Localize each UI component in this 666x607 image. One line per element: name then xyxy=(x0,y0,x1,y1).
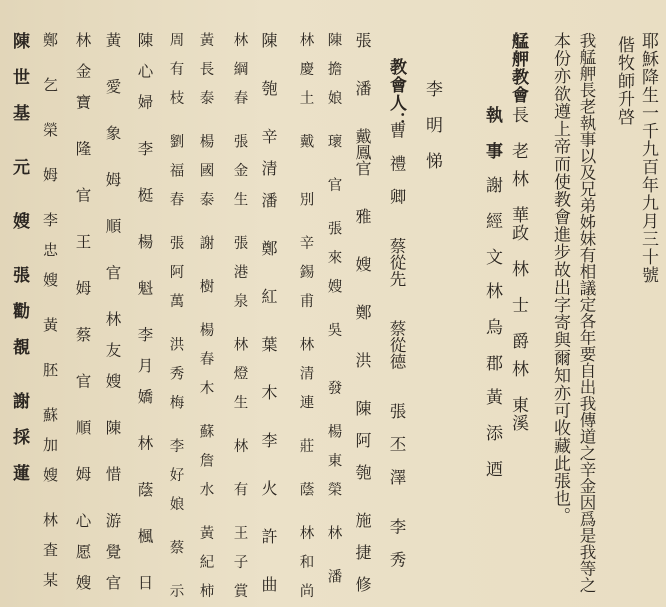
members-column: 林 金 寶 隆 官 王 姆 蔡 官 順 姆 心 愿 嫂 xyxy=(73,32,92,590)
extra-name: 李 明 悌 xyxy=(422,80,442,170)
members-label: 教會人： xyxy=(386,58,406,130)
deacon-name: 謝 經 文 xyxy=(482,176,502,266)
members-column: 林 慶 土 戴 別 辛 錫 甫 林 清 連 莊 蔭 林 和 尚 xyxy=(297,32,314,598)
members-column: 張 潘 戴鳳官 雅 嫂 鄭 洪 陳 阿 匏 施 捷 修 xyxy=(353,32,372,592)
members-column: 曹 禮 卿 蔡從先 蔡從德 張 丕 澤 李 秀 xyxy=(387,122,406,568)
members-column: 周 有 枝 劉 福 春 張 阿 萬 洪 秀 梅 李 好 娘 蔡 示 xyxy=(167,32,184,598)
members-column: 陳 匏 辛 清 潘 鄭 紅 葉 木 李 火 許 曲 xyxy=(259,32,278,592)
deacon-name: 黃 添 迺 xyxy=(482,388,502,478)
elder-name: 林 東溪 xyxy=(508,360,528,432)
church-label: 艋舺教會 xyxy=(508,32,528,104)
members-column: 陳 擔 娘 瓌 官 張 來 嫂 吳 發 楊 東 榮 林 潘 xyxy=(325,32,342,583)
date-line: 耶穌降生一千九百年九月三十號 xyxy=(638,32,658,284)
salutation: 偕牧師升啓 xyxy=(614,36,634,126)
members-column: 陳 世 基 元 嫂 張 勸 覩 謝 採 蓮 xyxy=(9,32,29,482)
members-column: 鄭 乞 榮 姆 李 忠 嫂 黃 胚 蘇 加 嫂 林 査 某 xyxy=(41,32,59,587)
members-column: 黃 愛 象 姆 順 官 林 友 嫂 陳 惜 游 覺 官 xyxy=(103,32,122,590)
members-column: 林 綱 春 張 金 生 張 港 泉 林 燈 生 林 有 王 子 賞 xyxy=(231,32,248,598)
letter-line-2: 本份亦欲遵上帝而使教會進步故出字寄與爾知亦可收藏此張也。 xyxy=(550,32,570,525)
letter-line-1: 我艋舺長老執事以及兄弟姊妹有相議定各年要自出我傳道之辛金因爲是我等之 xyxy=(577,32,596,593)
deacons-title: 執 事 xyxy=(482,106,502,160)
deacon-name: 林 烏 郡 xyxy=(482,282,502,372)
elder-name: 林 士 爵 xyxy=(508,260,528,350)
elders-title: 長 老 xyxy=(508,106,528,160)
elder-name: 林 華政 xyxy=(508,170,528,242)
members-column: 黃 長 泰 楊 國 泰 謝 樹 楊 春 木 蘇 詹 水 黃 紀 柿 xyxy=(197,32,214,598)
members-column: 陳 心 婦 李 梃 楊 魁 李 月 嬌 林 蔭 楓 日 xyxy=(135,32,154,590)
